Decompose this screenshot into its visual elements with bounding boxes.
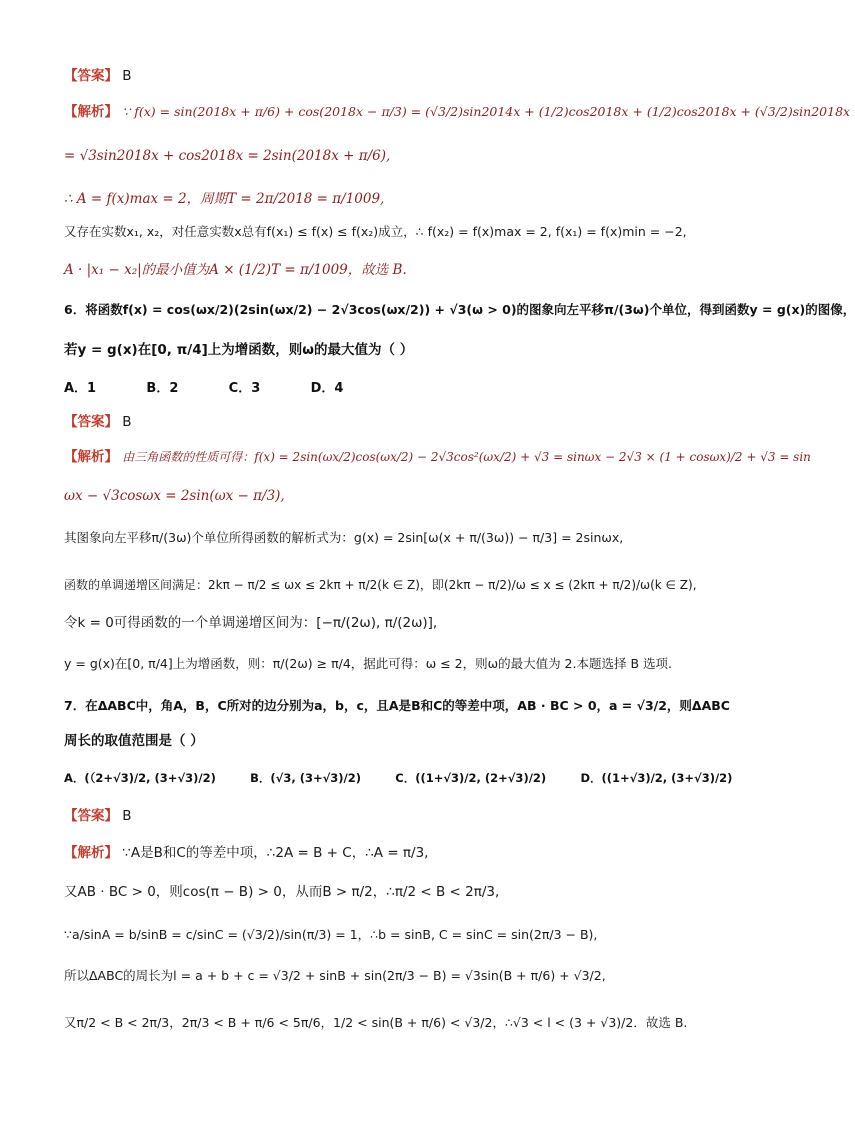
answer-tag: 【答案】 <box>64 414 118 430</box>
analysis-text: 其图象向左平移π/(3ω)个单位所得函数的解析式为：g(x) = 2sin[ω(x + π/(3ω)) − π/3] = 2sinωx, <box>64 530 624 545</box>
option-d: D．4 <box>310 381 344 396</box>
question-text: 7．在ΔABC中，角A，B，C所对的边分别为a，b，c，且A是B和C的等差中项，AB · BC > 0，a = √3/2，则ΔABC <box>64 698 730 713</box>
option-c: C．3 <box>228 381 261 396</box>
question-text: 若y = g(x)在[0, π/4]上为增函数，则ω的最大值为（ ） <box>64 342 414 358</box>
option-b: B．(√3, (3+√3)/2) <box>250 771 361 785</box>
analysis-text: = √3sin2018x + cos2018x = 2sin(2018x + π/6), <box>64 148 391 164</box>
option-a: A．1 <box>64 381 97 396</box>
q6-analysis-line-3 <box>64 528 754 548</box>
q7-answer-line <box>64 806 754 826</box>
q6-options <box>64 378 754 399</box>
q7-analysis-line-5 <box>64 1013 754 1033</box>
option-c: C．((1+√3)/2, (2+√3)/2) <box>395 771 547 785</box>
q5-analysis-line-5 <box>64 260 754 280</box>
analysis-tag: 【解析】 <box>64 845 118 861</box>
question-text: 6．将函数f(x) = cos(ωx/2)(2sin(ωx/2) − 2√3cos(ωx/2)) + √3(ω > 0)的图象向左平移π/(3ω)个单位，得到函数y = g(x)的图像， <box>64 302 855 317</box>
q7-analysis-line-4 <box>64 966 754 986</box>
analysis-text: 又AB · BC > 0，则cos(π − B) > 0，从而B > π/2，∴π/2 < B < 2π/3, <box>64 884 500 900</box>
option-d: D．((1+√3)/2, (3+√3)/2) <box>580 771 733 785</box>
q5-analysis-line-1 <box>64 102 851 122</box>
analysis-text: 函数的单调递增区间满足：2kπ − π/2 ≤ ωx ≤ 2kπ + π/2(k ∈ Z)，即(2kπ − π/2)/ω ≤ x ≤ (2kπ + π/2)/ω(k ∈ Z), <box>64 578 697 592</box>
analysis-text: ∵A是B和C的等差中项，∴2A = B + C，∴A = π/3, <box>122 845 429 861</box>
q6-analysis-line-2 <box>64 486 754 506</box>
answer-value: B <box>122 808 132 824</box>
q5-answer-line <box>64 66 754 86</box>
q5-analysis-line-2 <box>64 146 754 166</box>
q5-analysis-line-3 <box>64 189 754 209</box>
analysis-text: ∵a/sinA = b/sinB = c/sinC = (√3/2)/sin(π/3) = 1，∴b = sinB, C = sinC = sin(2π/3 − B), <box>64 927 598 942</box>
analysis-text: 又存在实数x₁, x₂，对任意实数x总有f(x₁) ≤ f(x) ≤ f(x₂)成立，∴ f(x₂) = f(x)max = 2, f(x₁) = f(x)min = −2, <box>64 224 687 239</box>
q7-options <box>64 768 754 788</box>
analysis-text: 由三角函数的性质可得：f(x) = 2sin(ωx/2)cos(ωx/2) − 2√3cos²(ωx/2) + √3 = sinωx − 2√3 × (1 + cosωx)/2 + √3 = sin <box>122 450 811 464</box>
answer-tag: 【答案】 <box>64 68 118 84</box>
analysis-text: ∵ f(x) = sin(2018x + π/6) + cos(2018x − π/3) = (√3/2)sin2014x + (1/2)cos2018x + (1/2)cos2018x + (√3/2)sin2018x <box>122 104 851 119</box>
answer-value: B <box>122 414 132 430</box>
option-a: A．(（2+√3)/2, (3+√3)/2) <box>64 771 216 785</box>
q7-stem-line-2 <box>64 731 754 751</box>
answer-tag: 【答案】 <box>64 808 118 824</box>
q6-analysis-line-1 <box>64 447 811 467</box>
analysis-tag: 【解析】 <box>64 449 118 465</box>
q5-analysis-line-4 <box>64 222 754 242</box>
q6-analysis-line-4 <box>64 575 754 595</box>
q7-analysis-line-2 <box>64 882 754 902</box>
q6-stem-line-1 <box>64 300 855 320</box>
question-text: 周长的取值范围是（ ） <box>64 733 204 749</box>
analysis-text: 令k = 0可得函数的一个单调递增区间为：[−π/(2ω), π/(2ω)], <box>64 615 438 631</box>
analysis-text: ωx − √3cosωx = 2sin(ωx − π/3), <box>64 488 285 504</box>
answer-value: B <box>122 68 132 84</box>
q6-analysis-line-6 <box>64 654 754 674</box>
analysis-text: ∴ A = f(x)max = 2，周期T = 2π/2018 = π/1009, <box>64 191 385 207</box>
q6-answer-line <box>64 412 754 432</box>
analysis-tag: 【解析】 <box>64 104 118 120</box>
analysis-text: 又π/2 < B < 2π/3，2π/3 < B + π/6 < 5π/6，1/2 < sin(B + π/6) < √3/2，∴√3 < l < (3 + √3)/2．故选 B. <box>64 1015 688 1030</box>
q6-analysis-line-5 <box>64 613 754 633</box>
q6-stem-line-2 <box>64 340 754 360</box>
q7-analysis-line-3 <box>64 925 754 945</box>
q7-analysis-line-1 <box>64 843 754 863</box>
analysis-text: 所以ΔABC的周长为l = a + b + c = √3/2 + sinB + sin(2π/3 − B) = √3sin(B + π/6) + √3/2, <box>64 968 606 983</box>
q7-stem-line-1 <box>64 696 754 716</box>
option-b: B．2 <box>146 381 179 396</box>
analysis-text: A · |x₁ − x₂|的最小值为A × (1/2)T = π/1009，故选 B. <box>64 262 407 278</box>
analysis-text: y = g(x)在[0, π/4]上为增函数，则：π/(2ω) ≥ π/4，据此可得：ω ≤ 2，则ω的最大值为 2.本题选择 B 选项. <box>64 656 672 671</box>
